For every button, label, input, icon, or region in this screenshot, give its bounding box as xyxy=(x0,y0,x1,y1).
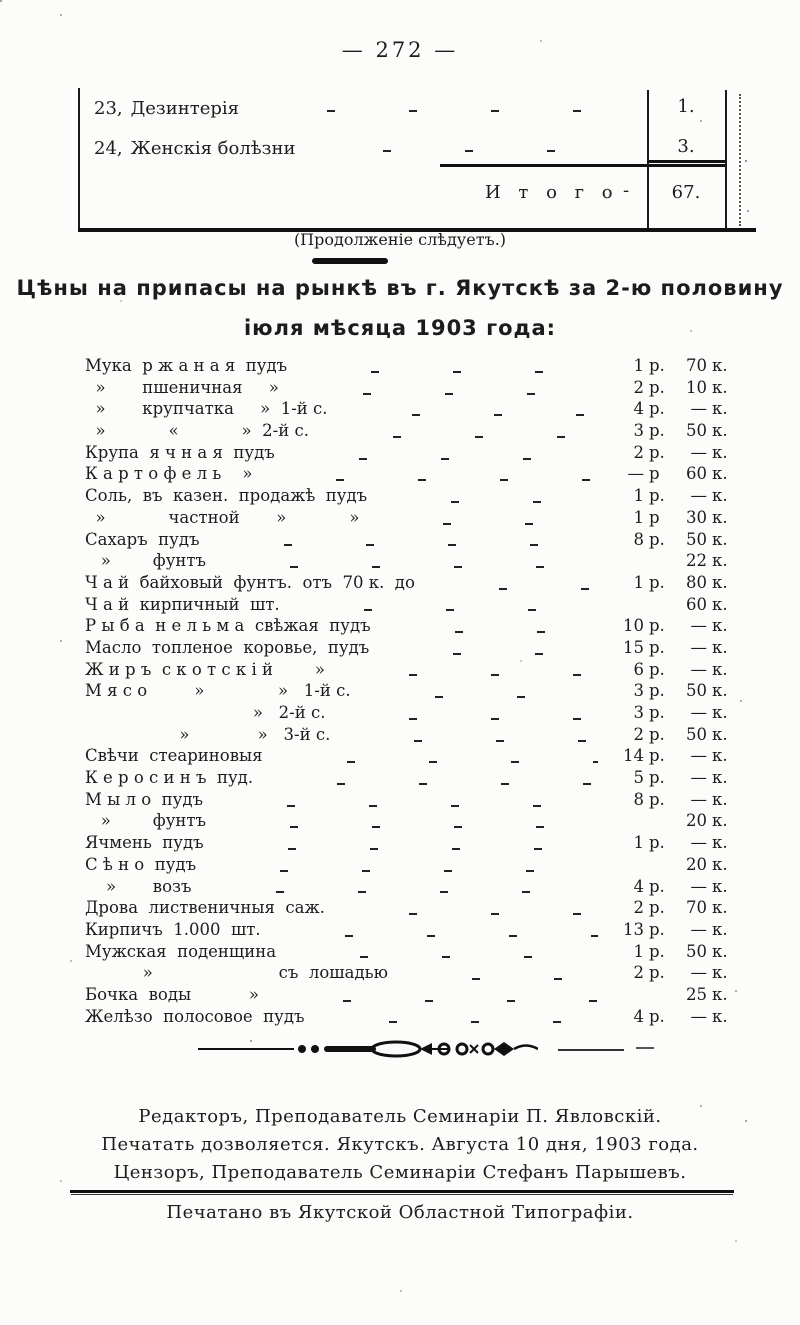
row-value: 3. xyxy=(677,136,695,157)
price-rubles: 6 xyxy=(633,659,644,679)
price-kopecks: 25 xyxy=(686,984,707,1004)
price-row xyxy=(85,920,736,942)
ruble-unit: р. xyxy=(649,941,665,961)
dash-leader xyxy=(369,523,598,525)
price-row xyxy=(85,616,736,638)
row-number: 24, xyxy=(94,137,123,159)
price-row-label: М ы л о пудъ xyxy=(85,789,204,809)
price-row-label: » фунтъ xyxy=(85,551,207,571)
price-row xyxy=(85,811,736,833)
kopeck-unit: к. xyxy=(712,399,728,419)
price-rubles: 4 xyxy=(633,1006,644,1026)
ruble-unit: р. xyxy=(649,399,665,419)
price-kopecks: 20 xyxy=(686,854,707,874)
price-rubles: 1 xyxy=(633,486,644,506)
ruble-unit: р. xyxy=(649,724,665,744)
price-row xyxy=(85,486,736,508)
row-label: Женскія болѣзни xyxy=(130,137,296,159)
ruble-unit: р. xyxy=(649,768,665,788)
kopeck-unit: к. xyxy=(712,594,728,614)
row-value: 1. xyxy=(677,96,695,117)
price-row xyxy=(85,898,736,920)
price-row xyxy=(85,833,736,855)
price-row-label: Сахаръ пудъ xyxy=(85,529,200,549)
price-kopecks: — xyxy=(690,833,707,853)
total-dash: - xyxy=(623,180,630,201)
price-row-label: Свѣчи стеариновыя xyxy=(85,746,263,766)
kopeck-unit: к. xyxy=(712,659,728,679)
kopeck-unit: к. xyxy=(712,464,728,484)
price-kopecks: 70 xyxy=(686,356,707,375)
total-separator-line-values xyxy=(649,160,725,163)
price-row xyxy=(85,660,736,682)
scan-noise xyxy=(0,0,2,2)
price-kopecks: 60 xyxy=(686,464,707,484)
price-row-label: Ч а й кирпичный шт. xyxy=(85,594,280,614)
total-separator-line xyxy=(440,164,725,167)
dash-leader xyxy=(253,110,623,112)
dash-leader xyxy=(335,913,598,915)
total-value: 67. xyxy=(671,182,701,203)
ruble-unit: р xyxy=(649,507,660,527)
divider-dash-right-small xyxy=(636,1047,654,1049)
kopeck-unit: к. xyxy=(712,746,728,766)
dash-leader xyxy=(216,566,598,568)
dash-leader xyxy=(202,891,598,893)
ruble-unit: р. xyxy=(649,529,665,549)
price-kopecks: 50 xyxy=(686,724,707,744)
price-rubles: 1 xyxy=(633,572,644,592)
price-kopecks: — xyxy=(690,746,707,766)
price-row-label: Мука р ж а н а я пудъ xyxy=(85,356,288,375)
kopeck-unit: к. xyxy=(712,876,728,896)
kopeck-unit: к. xyxy=(712,811,728,831)
kopeck-unit: к. xyxy=(712,833,728,853)
price-row xyxy=(85,985,736,1007)
kopeck-unit: к. xyxy=(712,724,728,744)
ruble-unit: р. xyxy=(649,572,665,592)
ruble-unit: р. xyxy=(649,898,665,918)
price-row xyxy=(85,399,736,421)
price-row xyxy=(85,746,736,768)
dash-leader xyxy=(214,848,598,850)
kopeck-unit: к. xyxy=(712,616,728,636)
dash-leader xyxy=(289,393,598,395)
price-kopecks: 50 xyxy=(686,421,707,441)
price-kopecks: — xyxy=(690,1006,707,1026)
kopeck-unit: к. xyxy=(712,442,728,462)
price-row xyxy=(85,530,736,552)
price-row-label: Дрова лиственичныя саж. xyxy=(85,898,325,918)
kopeck-unit: к. xyxy=(712,854,728,874)
price-kopecks: — xyxy=(690,442,707,462)
price-rubles: 2 xyxy=(633,377,644,397)
price-kopecks: — xyxy=(690,876,707,896)
price-row xyxy=(85,855,736,877)
kopeck-unit: к. xyxy=(712,898,728,918)
price-rubles: 1 xyxy=(633,356,644,375)
price-rubles: 4 xyxy=(633,399,644,419)
dash-leader xyxy=(216,826,598,828)
ruble-unit: р. xyxy=(649,442,665,462)
kopeck-unit: к. xyxy=(712,572,728,592)
price-row xyxy=(85,508,736,530)
row-label: Дезинтерія xyxy=(130,97,239,119)
price-kopecks: 22 xyxy=(686,551,707,571)
ruble-unit: р. xyxy=(649,746,665,766)
price-row-label: » крупчатка » 1-й с. xyxy=(85,399,328,419)
price-row-label: Мужская поденщина xyxy=(85,941,277,961)
kopeck-unit: к. xyxy=(712,507,728,527)
price-rubles: 3 xyxy=(633,421,644,441)
price-row-label: » съ лошадью xyxy=(85,963,388,983)
price-rubles: 3 xyxy=(633,681,644,701)
ruble-unit: р. xyxy=(649,876,665,896)
kopeck-unit: к. xyxy=(712,421,728,441)
price-row xyxy=(85,551,736,573)
table-outer-dotted-border xyxy=(739,94,741,226)
price-row-label: » возъ xyxy=(85,876,192,896)
dash-leader xyxy=(379,653,598,655)
ruble-unit: р. xyxy=(649,1006,665,1026)
print-permission-line: Печатать дозволяется. Якутскъ. Августа 10 дня, 1903 года. xyxy=(101,1134,699,1155)
ornament-graphic xyxy=(198,1038,538,1060)
price-kopecks: 20 xyxy=(686,811,707,831)
price-row xyxy=(85,638,736,660)
kopeck-unit: к. xyxy=(712,681,728,701)
price-row xyxy=(85,942,736,964)
dash-leader xyxy=(381,631,598,633)
dash-leader xyxy=(206,870,598,872)
price-rubles: 13 xyxy=(623,919,644,939)
price-kopecks: — xyxy=(690,963,707,983)
page-number: — 272 — xyxy=(341,38,459,62)
price-row-label: » фунтъ xyxy=(85,811,207,831)
price-row xyxy=(85,963,736,985)
ruble-unit: р. xyxy=(649,703,665,722)
ornamental-divider xyxy=(198,1038,538,1064)
dash-leader xyxy=(315,1021,598,1023)
price-kopecks: 30 xyxy=(686,507,707,527)
table-row xyxy=(80,128,742,168)
dash-leader xyxy=(286,956,598,958)
ruble-unit: р xyxy=(649,464,660,484)
ruble-unit: р. xyxy=(649,637,665,657)
price-rubles: 15 xyxy=(623,637,644,657)
price-rubles: — xyxy=(627,464,644,484)
censor-line: Цензоръ, Преподаватель Семинаріи Стефанъ Парышевъ. xyxy=(113,1162,687,1183)
dash-leader xyxy=(273,761,598,763)
price-row xyxy=(85,573,736,595)
price-row-label: С ѣ н о пудъ xyxy=(85,854,197,874)
ruble-unit: р. xyxy=(649,659,665,679)
dash-leader xyxy=(309,150,623,152)
price-row-label: Ч а й байховый фунтъ. отъ 70 к. до xyxy=(85,572,415,592)
ruble-unit: р. xyxy=(649,421,665,441)
kopeck-unit: к. xyxy=(712,377,728,397)
printing-house-line: Печатано въ Якутской Областной Типографіи. xyxy=(166,1202,634,1223)
ruble-unit: р. xyxy=(649,963,665,983)
price-kopecks: 50 xyxy=(686,681,707,701)
ruble-unit: р. xyxy=(649,356,665,375)
price-row-label: » частной » » xyxy=(85,507,360,527)
kopeck-unit: к. xyxy=(712,1006,728,1026)
price-row xyxy=(85,356,736,378)
price-row-label: К е р о с и н ъ пуд. xyxy=(85,768,254,788)
price-kopecks: — xyxy=(690,919,707,939)
price-row xyxy=(85,725,736,747)
kopeck-unit: к. xyxy=(712,637,728,657)
kopeck-unit: к. xyxy=(712,486,728,506)
price-row xyxy=(85,1007,736,1029)
ruble-unit: р. xyxy=(649,377,665,397)
dash-leader xyxy=(335,718,598,720)
price-rubles: 2 xyxy=(633,442,644,462)
price-rubles: 5 xyxy=(633,768,644,788)
dash-leader xyxy=(262,479,598,481)
dash-leader xyxy=(398,978,598,980)
dash-leader xyxy=(271,935,598,937)
kopeck-unit: к. xyxy=(712,963,728,983)
price-rubles: 2 xyxy=(633,724,644,744)
summary-table xyxy=(78,88,742,228)
price-row xyxy=(85,768,736,790)
ruble-unit: р. xyxy=(649,789,665,809)
price-row xyxy=(85,877,736,899)
price-row-label: К а р т о ф е л ь » xyxy=(85,464,253,484)
price-rubles: 2 xyxy=(633,898,644,918)
editor-line: Редакторъ, Преподаватель Семинаріи П. Явловскій. xyxy=(138,1106,662,1127)
price-row-label: Масло топленое коровье, пудъ xyxy=(85,637,370,657)
price-rubles: 8 xyxy=(633,529,644,549)
price-rubles: 4 xyxy=(633,876,644,896)
dash-leader xyxy=(340,740,598,742)
dash-leader xyxy=(425,588,598,590)
kopeck-unit: к. xyxy=(712,919,728,939)
price-rubles: 10 xyxy=(623,616,644,636)
price-kopecks: — xyxy=(690,703,707,722)
price-kopecks: — xyxy=(690,659,707,679)
price-row xyxy=(85,595,736,617)
price-row xyxy=(85,378,736,400)
kopeck-unit: к. xyxy=(712,789,728,809)
continuation-note: (Продолженіе слѣдуетъ.) xyxy=(293,230,507,249)
ruble-unit: р. xyxy=(649,919,665,939)
price-row-label: Р ы б а н е л ь м а свѣжая пудъ xyxy=(85,616,371,636)
dash-leader xyxy=(377,501,598,503)
price-row-label: Кирпичъ 1.000 шт. xyxy=(85,919,261,939)
price-row-label: Ж и р ъ с к о т с к і й » xyxy=(85,659,326,679)
kopeck-unit: к. xyxy=(712,984,728,1004)
price-row-label: Ячмень пудъ xyxy=(85,833,204,853)
price-list-heading-line2: іюля мѣсяца 1903 года: xyxy=(243,316,557,340)
footer-rule xyxy=(70,1190,734,1193)
price-kopecks: — xyxy=(690,486,707,506)
small-ornament-rule xyxy=(312,258,388,264)
dash-leader xyxy=(263,783,598,785)
price-rubles: 2 xyxy=(633,963,644,983)
price-kopecks: 80 xyxy=(686,572,707,592)
dash-leader xyxy=(335,674,598,676)
ruble-unit: р. xyxy=(649,486,665,506)
ruble-unit: р. xyxy=(649,833,665,853)
table-row xyxy=(80,88,742,128)
price-row-label: Бочка воды » xyxy=(85,984,259,1004)
price-kopecks: — xyxy=(690,399,707,419)
price-rubles: 14 xyxy=(623,746,644,766)
price-row-label: » » 3-й с. xyxy=(85,724,331,744)
price-kopecks: 60 xyxy=(686,594,707,614)
price-kopecks: 50 xyxy=(686,529,707,549)
kopeck-unit: к. xyxy=(712,768,728,788)
dash-leader xyxy=(338,414,598,416)
summary-table-rows xyxy=(80,88,742,168)
row-number: 23, xyxy=(94,97,123,119)
price-row-label: » 2-й с. xyxy=(85,703,326,722)
price-row-label: Крупа я ч н а я пудъ xyxy=(85,442,275,462)
price-row xyxy=(85,464,736,486)
kopeck-unit: к. xyxy=(712,551,728,571)
price-row-label: Желѣзо полосовое пудъ xyxy=(85,1006,305,1026)
price-row-label: Соль, въ казен. продажѣ пудъ xyxy=(85,486,368,506)
price-row-label: М я с о » » 1-й с. xyxy=(85,681,351,701)
price-row xyxy=(85,421,736,443)
price-row xyxy=(85,443,736,465)
dash-leader xyxy=(361,696,598,698)
ruble-unit: р. xyxy=(649,681,665,701)
price-kopecks: — xyxy=(690,768,707,788)
dash-leader xyxy=(290,609,598,611)
price-kopecks: 10 xyxy=(686,377,707,397)
dash-leader xyxy=(213,805,598,807)
kopeck-unit: к. xyxy=(712,356,728,375)
table-right-border xyxy=(725,90,727,228)
divider-dash-right xyxy=(558,1049,624,1051)
price-rubles: 1 xyxy=(633,507,644,527)
price-list xyxy=(85,356,736,1028)
ruble-unit: р. xyxy=(649,616,665,636)
price-rubles: 3 xyxy=(633,703,644,722)
price-row xyxy=(85,681,736,703)
kopeck-unit: к. xyxy=(712,703,728,722)
price-row xyxy=(85,703,736,725)
dash-leader xyxy=(285,458,598,460)
dash-leader xyxy=(319,436,598,438)
dash-leader xyxy=(210,544,598,546)
price-kopecks: 70 xyxy=(686,898,707,918)
kopeck-unit: к. xyxy=(712,529,728,549)
dash-leader xyxy=(269,1000,598,1002)
price-row xyxy=(85,790,736,812)
total-label: И т о г о xyxy=(485,182,619,203)
price-row-label: » « » 2-й с. xyxy=(85,421,309,441)
price-kopecks: 50 xyxy=(686,941,707,961)
price-rubles: 1 xyxy=(633,833,644,853)
price-list-heading-line1: Цѣны на припасы на рынкѣ въ г. Якутскѣ за 2-ю половину xyxy=(16,276,784,300)
total-row xyxy=(80,176,742,212)
price-rubles: 1 xyxy=(633,941,644,961)
price-kopecks: — xyxy=(690,616,707,636)
price-kopecks: — xyxy=(690,637,707,657)
dash-leader xyxy=(297,371,598,373)
kopeck-unit: к. xyxy=(712,941,728,961)
price-rubles: 8 xyxy=(633,789,644,809)
table-column-divider xyxy=(647,90,649,228)
price-row-label: » пшеничная » xyxy=(85,377,279,397)
price-kopecks: — xyxy=(690,789,707,809)
